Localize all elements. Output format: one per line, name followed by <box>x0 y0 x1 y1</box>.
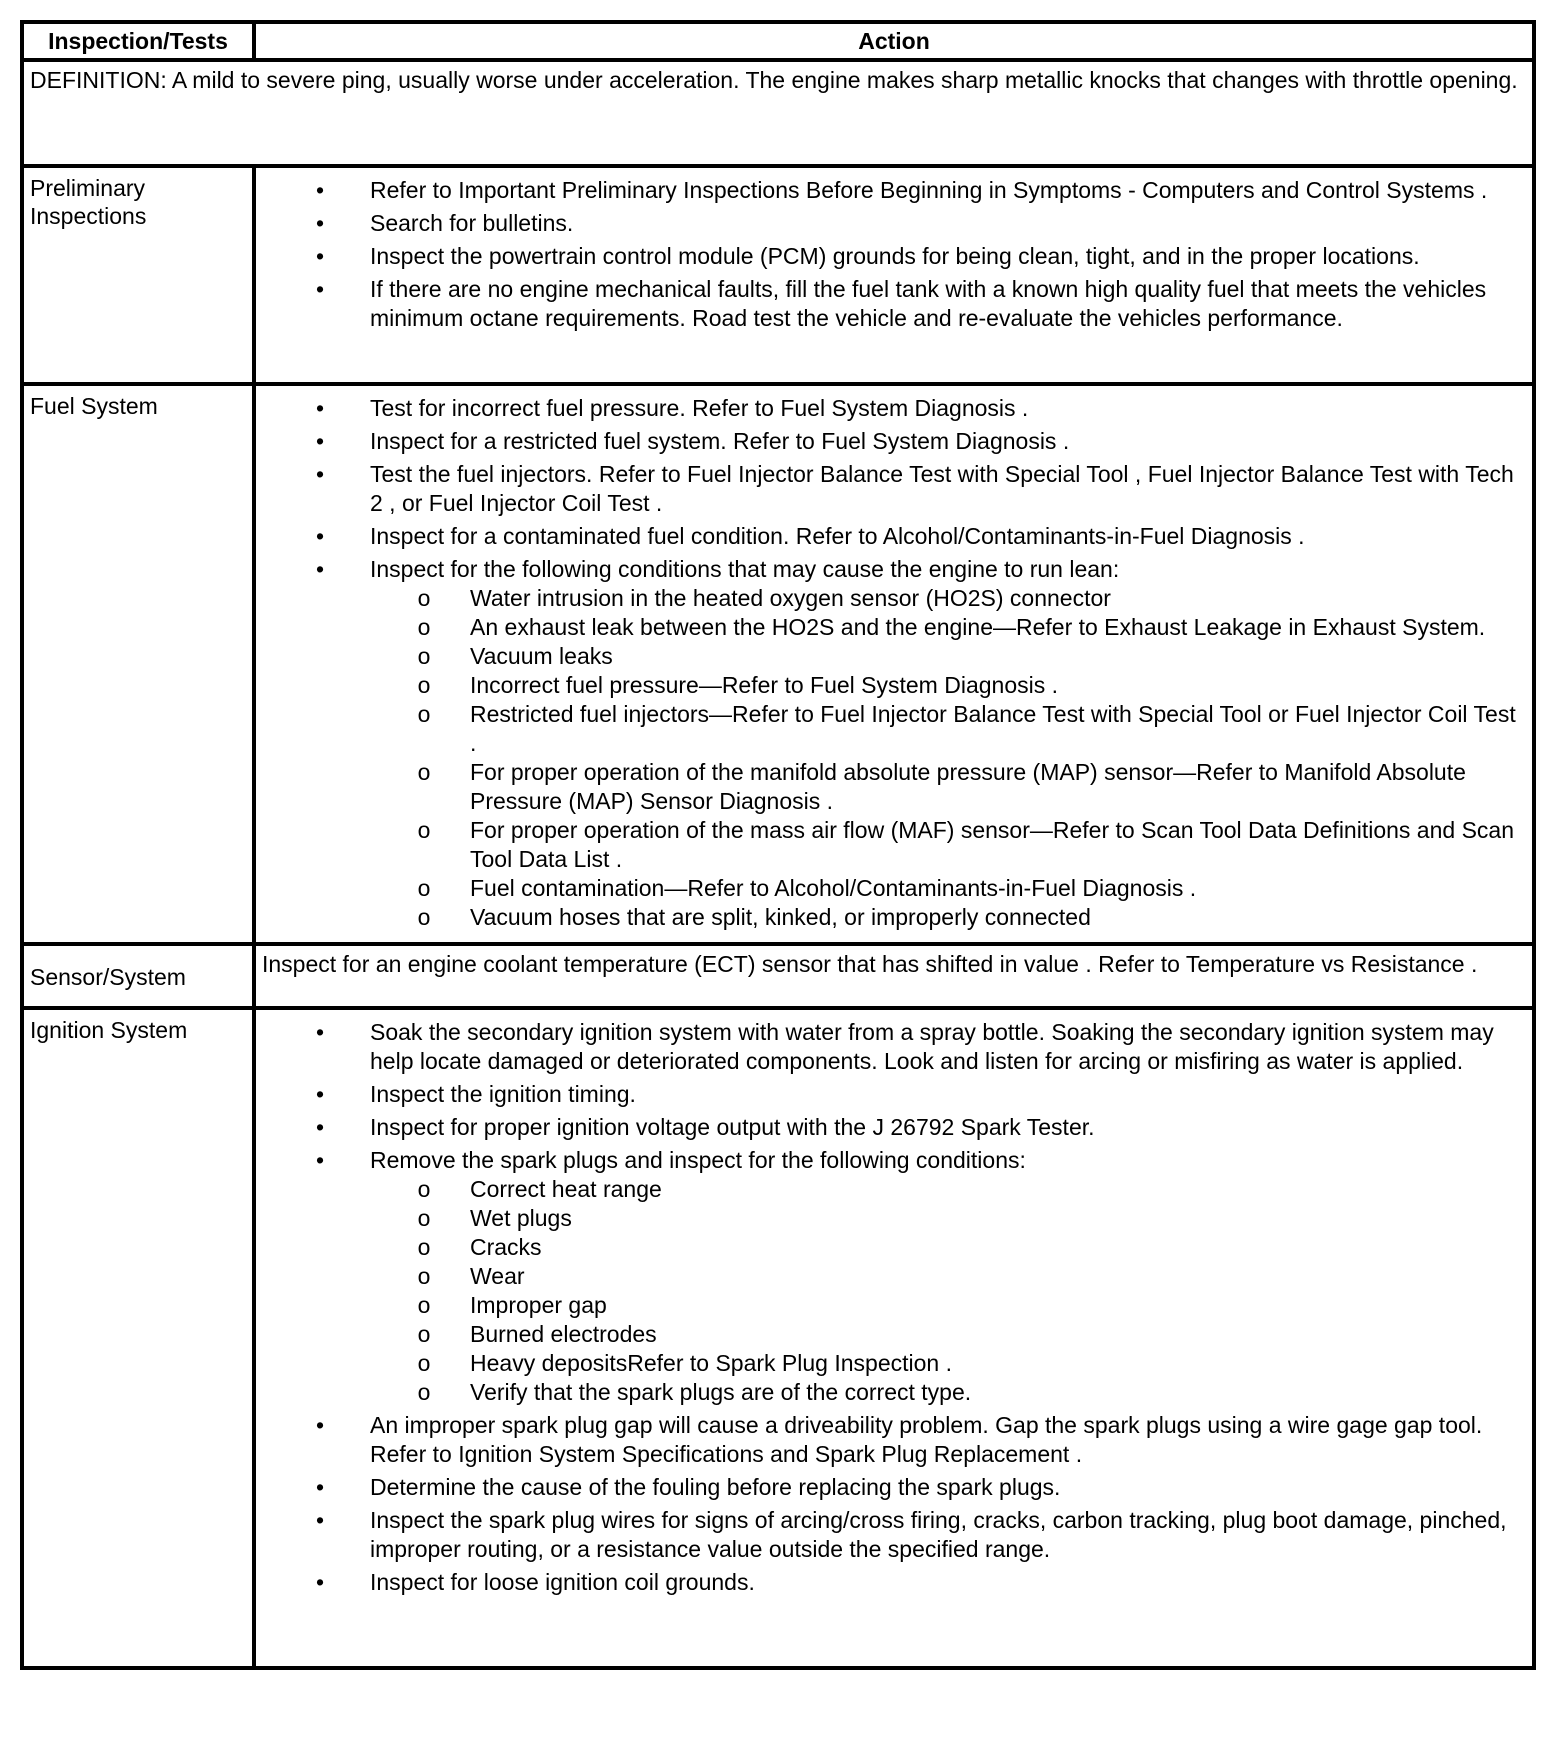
list-item: • Test the fuel injectors. Refer to Fuel Injector Balance Test with Special Tool , Fuel Injector Balance Test with Tech 2 , or Fuel Injector Coil Test . <box>256 460 1532 518</box>
sub-list-item: o Restricted fuel injectors—Refer to Fuel Injector Balance Test with Special Tool or Fuel Injector Coil Test . <box>370 700 1522 758</box>
circle-bullet-icon: o <box>417 614 431 640</box>
sub-list-item: o Heavy depositsRefer to Spark Plug Inspection . <box>370 1349 1522 1378</box>
bullet-icon: • <box>315 276 325 302</box>
sub-list-item: o Cracks <box>370 1233 1522 1262</box>
sub-list-item: o Water intrusion in the heated oxygen sensor (HO2S) connector <box>370 584 1522 613</box>
list-item: • Inspect the ignition timing. <box>256 1080 1532 1109</box>
spark-plug-conditions-list <box>370 1175 1522 1407</box>
list-item: • An improper spark plug gap will cause a driveability problem. Gap the spark plugs using a wire gage gap tool. Refer to Ignition System Specifications and Spark Plug Replacement . <box>256 1411 1532 1469</box>
circle-bullet-icon: o <box>417 1234 431 1260</box>
preliminary-inspections-actions <box>256 168 1532 382</box>
circle-bullet-icon: o <box>417 875 431 901</box>
bullet-icon: • <box>315 1147 325 1173</box>
circle-bullet-icon: o <box>417 1379 431 1405</box>
circle-bullet-icon: o <box>417 643 431 669</box>
sensor-system-row <box>24 946 1532 1010</box>
sub-list-item: o Wet plugs <box>370 1204 1522 1233</box>
circle-bullet-icon: o <box>417 759 431 785</box>
table-header-row <box>24 24 1532 62</box>
circle-bullet-icon: o <box>417 1350 431 1376</box>
sub-list-item: o Wear <box>370 1262 1522 1291</box>
ignition-system-row <box>24 1010 1532 1666</box>
ignition-system-label: Ignition System <box>24 1010 256 1666</box>
sub-list-item: o Vacuum hoses that are split, kinked, or improperly connected <box>370 903 1522 932</box>
sub-list-item: o Fuel contamination—Refer to Alcohol/Contaminants-in-Fuel Diagnosis . <box>370 874 1522 903</box>
bullet-icon: • <box>315 1081 325 1107</box>
circle-bullet-icon: o <box>417 1205 431 1231</box>
circle-bullet-icon: o <box>417 585 431 611</box>
list-item: • Inspect the powertrain control module (PCM) grounds for being clean, tight, and in the proper locations. <box>256 242 1532 271</box>
circle-bullet-icon: o <box>417 1321 431 1347</box>
list-item: • Determine the cause of the fouling before replacing the spark plugs. <box>256 1473 1532 1502</box>
list-item: • If there are no engine mechanical faults, fill the fuel tank with a known high quality fuel that meets the vehicles minimum octane requirements. Road test the vehicle and re-evaluate the vehicles performance. <box>256 275 1532 333</box>
list-item: • Soak the secondary ignition system with water from a spray bottle. Soaking the secondary ignition system may help locate damaged or deteriorated components. Look and listen for arcing or misfiring as water is applied. <box>256 1018 1532 1076</box>
list-item: • Search for bulletins. <box>256 209 1532 238</box>
circle-bullet-icon: o <box>417 701 431 727</box>
ignition-system-actions <box>256 1010 1532 1666</box>
sub-list-item: o Burned electrodes <box>370 1320 1522 1349</box>
circle-bullet-icon: o <box>417 1263 431 1289</box>
list-item: • Remove the spark plugs and inspect for the following conditions: o Correct heat range o Wet plugs o Cracks o Wear o Improper gap o Burned electrodes o Heavy depositsRefer to Spark Plug Inspection . o Verify that the spark plugs are of the correct type. <box>256 1146 1532 1407</box>
list-item: • Inspect the spark plug wires for signs of arcing/cross firing, cracks, carbon tracking, plug boot damage, pinched, improper routing, or a resistance value outside the specified range. <box>256 1506 1532 1564</box>
bullet-icon: • <box>315 1569 325 1595</box>
bullet-icon: • <box>315 556 325 582</box>
circle-bullet-icon: o <box>417 1176 431 1202</box>
sub-list-item: o Improper gap <box>370 1291 1522 1320</box>
bullet-icon: • <box>315 1114 325 1140</box>
sub-list-item: o An exhaust leak between the HO2S and the engine—Refer to Exhaust Leakage in Exhaust System. <box>370 613 1522 642</box>
sub-list-item: o Vacuum leaks <box>370 642 1522 671</box>
header-inspection-tests: Inspection/Tests <box>24 24 256 58</box>
list-item: • Inspect for a restricted fuel system. Refer to Fuel System Diagnosis . <box>256 427 1532 456</box>
definition-row <box>24 62 1532 168</box>
bullet-icon: • <box>315 1507 325 1533</box>
sensor-system-label: Sensor/System <box>24 946 256 1006</box>
bullet-icon: • <box>315 395 325 421</box>
definition-text: DEFINITION: A mild to severe ping, usually worse under acceleration. The engine makes sharp metallic knocks that changes with throttle opening. <box>30 67 1518 93</box>
ignition-list <box>256 1018 1532 1597</box>
circle-bullet-icon: o <box>417 672 431 698</box>
preliminary-inspections-row <box>24 168 1532 386</box>
fuel-system-row <box>24 386 1532 946</box>
bullet-icon: • <box>315 461 325 487</box>
list-item: • Test for incorrect fuel pressure. Refer to Fuel System Diagnosis . <box>256 394 1532 423</box>
fuel-list <box>256 394 1532 932</box>
bullet-icon: • <box>315 428 325 454</box>
bullet-icon: • <box>315 243 325 269</box>
circle-bullet-icon: o <box>417 1292 431 1318</box>
header-action: Action <box>858 28 930 54</box>
sensor-system-action: Inspect for an engine coolant temperature (ECT) sensor that has shifted in value . Refer to Temperature vs Resistance . <box>262 951 1478 977</box>
sub-list-item: o Incorrect fuel pressure—Refer to Fuel System Diagnosis . <box>370 671 1522 700</box>
circle-bullet-icon: o <box>417 904 431 930</box>
sub-list-item: o For proper operation of the mass air flow (MAF) sensor—Refer to Scan Tool Data Definitions and Scan Tool Data List . <box>370 816 1522 874</box>
fuel-lean-conditions-list <box>370 584 1522 932</box>
list-item: • Inspect for a contaminated fuel condition. Refer to Alcohol/Contaminants-in-Fuel Diagnosis . <box>256 522 1532 551</box>
list-item: • Inspect for loose ignition coil grounds. <box>256 1568 1532 1597</box>
bullet-icon: • <box>315 523 325 549</box>
sub-list-item: o For proper operation of the manifold absolute pressure (MAP) sensor—Refer to Manifold Absolute Pressure (MAP) Sensor Diagnosis . <box>370 758 1522 816</box>
list-item: • Refer to Important Preliminary Inspections Before Beginning in Symptoms - Computers and Control Systems . <box>256 176 1532 205</box>
bullet-icon: • <box>315 1412 325 1438</box>
circle-bullet-icon: o <box>417 817 431 843</box>
list-item: • Inspect for the following conditions that may cause the engine to run lean: o Water intrusion in the heated oxygen sensor (HO2S) connector o An exhaust leak between the HO2S and the engine—Refer to Exhaust Leakage in Exhaust System. o Vacuum leaks o Incorrect fuel pressure—Refer to Fuel System Diagnosis . o Restricted fuel injectors—Refer to Fuel Injector Balance Test with Special Tool or Fuel Injector Coil Test . o For proper operation of the manifold absolute pressure (MAP) sensor—Refer to Manifold Absolute Pressure (MAP) Sensor Diagnosis . o For proper operation of the mass air flow (MAF) sensor—Refer to Scan Tool Data Definitions and Scan Tool Data List . o Fuel contamination—Refer to Alcohol/Contaminants-in-Fuel Diagnosis . o Vacuum hoses that are split, kinked, or improperly connected <box>256 555 1532 932</box>
bullet-icon: • <box>315 1474 325 1500</box>
bullet-icon: • <box>315 177 325 203</box>
fuel-system-label: Fuel System <box>24 386 256 942</box>
sub-list-item: o Verify that the spark plugs are of the correct type. <box>370 1378 1522 1407</box>
diagnostic-table <box>20 20 1536 1670</box>
list-item: • Inspect for proper ignition voltage output with the J 26792 Spark Tester. <box>256 1113 1532 1142</box>
fuel-system-actions <box>256 386 1532 942</box>
bullet-icon: • <box>315 1019 325 1045</box>
preliminary-inspections-label: Preliminary Inspections <box>24 168 256 382</box>
sub-list-item: o Correct heat range <box>370 1175 1522 1204</box>
preliminary-list <box>256 176 1532 333</box>
bullet-icon: • <box>315 210 325 236</box>
